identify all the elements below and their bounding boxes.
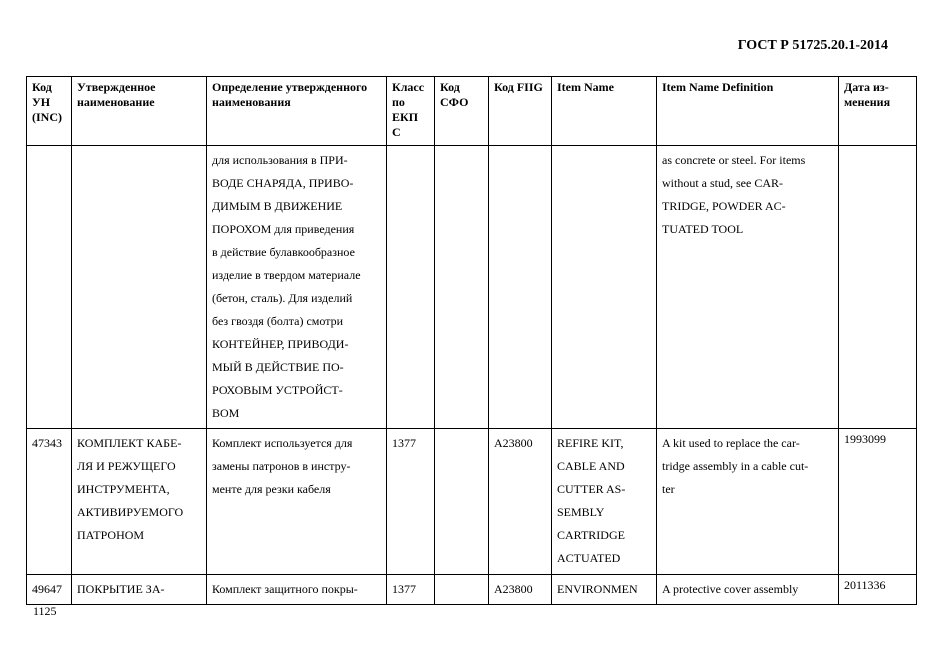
page-number: 1125 [33,604,57,618]
cell-fiig: A23800 [489,575,552,605]
text-line: Комплект используется для [212,436,353,450]
document-code: ГОСТ Р 51725.20.1-2014 [737,38,888,53]
text-line: АКТИВИРУЕМОГО [77,505,184,519]
text-line: МЫЙ В ДЕЙСТВИЕ ПО- [212,360,344,374]
text-line: менте для резки кабеля [212,482,331,496]
cell-sfo [435,146,489,429]
text-line: без гвоздя (болта) смотри [212,314,344,328]
text-line: SEMBLY [557,505,605,519]
text-line: Комплект защитного покры- [212,582,358,596]
text-line: CUTTER AS- [557,482,626,496]
cell-sfo [435,429,489,575]
items-table [26,76,917,605]
text-line: A protective cover assembly [662,582,799,596]
table-row [27,146,917,429]
col-header-sfo: Код СФО [435,77,489,146]
text-line: для использования в ПРИ- [212,153,348,167]
cell-definition [207,429,387,575]
change-date: 1993099 [844,432,886,446]
text-line: ПАТРОНОМ [77,528,145,542]
cell-item-name [552,575,657,605]
text-line: КОНТЕЙНЕР, ПРИВОДИ- [212,337,349,351]
text-line: ДИМЫМ В ДВИЖЕНИЕ [212,199,343,213]
text-line: ЛЯ И РЕЖУЩЕГО [77,459,176,473]
cell-change-date [839,429,917,575]
col-header-change-date: Дата из-менения [839,77,917,146]
text-line: tridge assembly in a cable cut- [662,459,809,473]
table-row [27,429,917,575]
cell-fiig: A23800 [489,429,552,575]
cell-class: 1377 [387,575,435,605]
text-line: в действие булавкообразное [212,245,355,259]
text-line: as concrete or steel. For items [662,153,806,167]
cell-fiig [489,146,552,429]
cell-item-name [552,146,657,429]
text-line: REFIRE KIT, [557,436,624,450]
text-line: изделие в твердом материале [212,268,361,282]
cell-approved-name [72,575,207,605]
text-line: ПОКРЫТИЕ ЗА- [77,582,165,596]
text-line: without a stud, see CAR- [662,176,783,190]
text-line: A kit used to replace the car- [662,436,800,450]
text-line: ВОМ [212,406,240,420]
change-date: 2011336 [844,578,886,592]
text-line: ВОДЕ СНАРЯДА, ПРИВО- [212,176,354,190]
cell-class [387,146,435,429]
cell-approved-name [72,429,207,575]
col-header-approved-name: Утвержденное наименование [72,77,207,146]
text-line: ENVIRONMEN [557,582,638,596]
text-line: (бетон, сталь). Для изделий [212,291,353,305]
table-row [27,575,917,605]
text-line: КОМПЛЕКТ КАБЕ- [77,436,182,450]
cell-definition [207,146,387,429]
cell-inc [27,146,72,429]
cell-item-definition [657,146,839,429]
col-header-inc: Код УН (INC) [27,77,72,146]
text-line: TUATED TOOL [662,222,744,236]
col-header-item-definition: Item Name Definition [657,77,839,146]
text-line: ПОРОХОМ для приведения [212,222,355,236]
cell-item-name [552,429,657,575]
cell-item-definition [657,429,839,575]
text-line: ИНСТРУМЕНТА, [77,482,170,496]
text-line: ACTUATED [557,551,621,565]
cell-change-date [839,146,917,429]
col-header-item-name: Item Name [552,77,657,146]
cell-inc: 49647 [27,575,72,605]
col-header-fiig: Код FIIG [489,77,552,146]
text-line: TRIDGE, POWDER AC- [662,199,786,213]
table-header-row [27,77,917,146]
col-header-definition: Определение утвержденного наименования [207,77,387,146]
text-line: замены патронов в инстру- [212,459,351,473]
text-line: ter [662,482,675,496]
cell-inc: 47343 [27,429,72,575]
cell-approved-name [72,146,207,429]
cell-class: 1377 [387,429,435,575]
cell-sfo [435,575,489,605]
cell-item-definition [657,575,839,605]
text-line: CABLE AND [557,459,625,473]
text-line: РОХОВЫМ УСТРОЙСТ- [212,383,343,397]
cell-change-date [839,575,917,605]
col-header-class: Класс по ЕКП С [387,77,435,146]
cell-definition [207,575,387,605]
text-line: CARTRIDGE [557,528,625,542]
